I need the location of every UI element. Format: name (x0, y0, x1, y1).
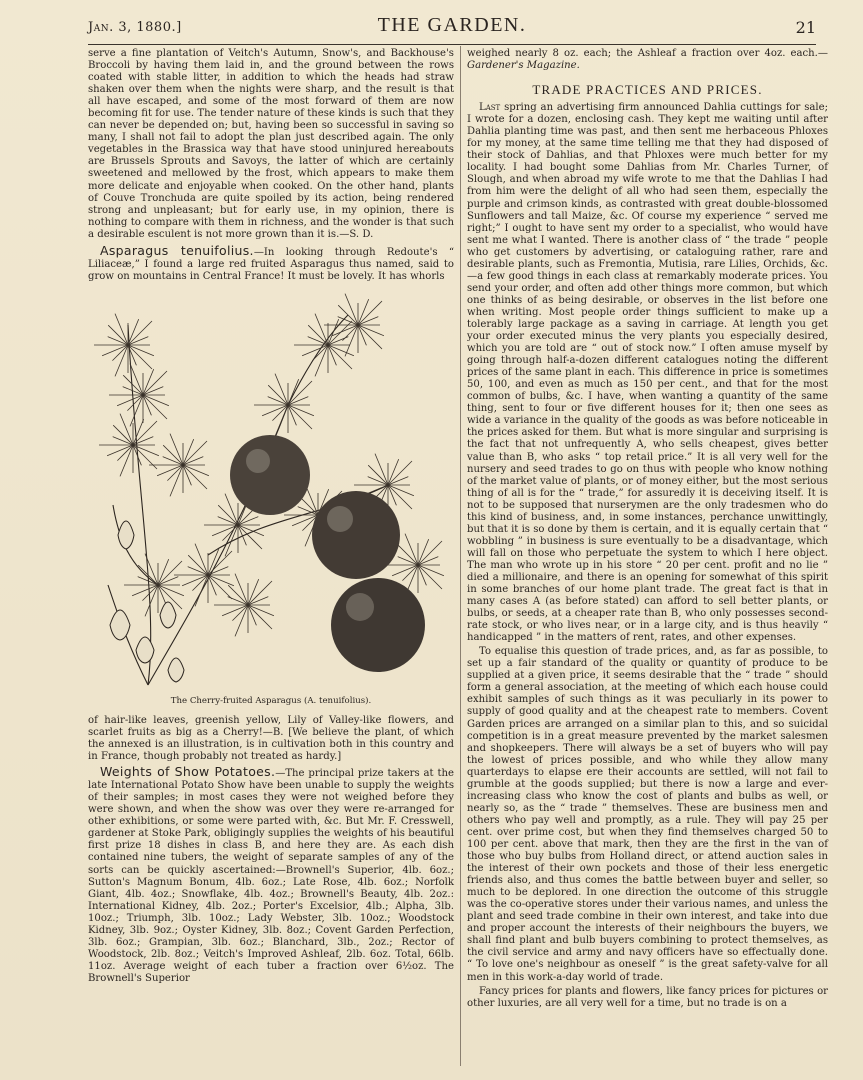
berry-group (230, 435, 425, 672)
asparagus-illustration (88, 285, 454, 697)
header-date: Jan. 3, 1880.] (88, 20, 182, 35)
paragraph-broccoli: serve a fine plantation of Veitch's Autumn, Snow's, and Backhouse's Broccoli by having them laid in, and the ground between the rows coated with stable litter, in addition to which the heads had straw shaken over them when the nights were sharp, and the result is that all have escaped, and some of the most forward of them are now becoming fit for use. The tender nature of these kinds is such that they can never be depended on; but, having been so successful in saving so many, I shall not fail to adopt the plan just described again. The only vegetables in the Brassica way that have stood uninjured hereabouts are Brussels Sprouts and Savoys, the latter of which are certainly sweetened and mellowed by the frost, which appears to make them more delicate and enjoyable when cooked. On the other hand, plants of Couve Tronchuda are quite spoiled by its action, being rendered strong and unpleasant; but for early use, in my opinion, there is nothing to compare with them in richness, and the wonder is that such a desirable esculent is not more grown than it is.—S. D. (88, 48, 454, 240)
header-title: THE GARDEN. (377, 14, 527, 36)
paragraph-trade-1 (467, 102, 828, 644)
paragraph-asparagus-cont: of hair-like leaves, greenish yellow, Lily of Valley-like flowers, and scarlet fruits as big as a Cherry!—B. [We believe the plant, of which the annexed is an illustration, is in cultivation both in this country and in France, though probably not treated as hardy.] (88, 714, 454, 763)
asparagus-heading: Asparagus tenuifolius. (100, 242, 254, 258)
page-header (88, 14, 816, 45)
paragraph-trade-2: To equalise this question of trade prices, and, as far as possible, to set up a fair standard of the quality or quantity of produce to be supplied at a given price, it seems desirable that the “ trade ” should form a general association, at the meeting of which each house could exhibit samples of such things as it was peculiarly in its power to supply of good quality and at the cheapest rate to members. Covent Garden prices are arranged on a similar plan to this, and so suicidal competition is in a great measure prevented by the market salesmen and shopkeepers. There will always be a set of buyers who will pay the lowest of prices possible, and who while they allow many quarterdays to elapse ere their accounts are settled, will not fail to grumble at the goods supplied; but there is now a large and ever-increasing class who know the cost of plants and bulbs as well, or nearly so, as the “ trade ” themselves. These are business men and others who pay well and promptly, as a rule. They will pay 25 per cent. over prime cost, but when they find themselves charged 50 to 100 per cent. above that mark, then they are the first in the van of those who buy bulbs from Holland direct, or attend auction sales in the interest of their own pockets and those of their less energetic friends also, and thus comes the battle between buyer and seller, so much to be deplored. In one direction the outcome of this struggle was the co-operative stores under their various names, and unless the plant and seed trade combine in their own interest, and take into due and proper account the interests of their neighbours the buyers, we shall find plant and bulb buyers combining to protect themselves, as the civil service and army and navy officers have so effectually done. “ To love one's neighbour as oneself ” is the great safety-valve for all men in this work-a-day world of trade. (467, 646, 828, 983)
paragraph-trade-3: Fancy prices for plants and flowers, like fancy prices for pictures or other luxuries, are all very well for a time, but no trade is on a (467, 985, 828, 1009)
continuation-text: weighed nearly 8 oz. each; the Ashleaf a fraction over 4oz. each.— (467, 48, 828, 59)
left-column (88, 48, 454, 985)
paragraph-continuation (467, 48, 828, 72)
trade-text-1: spring an advertising firm announced Dahlia cuttings for sale; I wrote for a dozen, enclosing cash. They kept me waiting until after Dahlia planting time was past, and then sent me herbaceous Phloxes for my money, at the same time telling me that they had disposed of their stock of Dahlias, and that Phloxes were much better for my locality. I had bought some Dahlias from Mr. Charles Turner, of Slough, and when abroad my wife wrote to me that the Dahlias I had from him were the delight of all who had seen them, especially the purple and crimson kinds, as contrasted with great double-blossomed Sunflowers and tall Maize, &c. Of course my experience “ served me right;” I ought to have sent my order to a specialist, who would have sent me what I wanted. There is another class of “ the trade ” people who get customers by advertising, or cataloguing rather, rare and desirable plants, such as Fremontia, Mutisia, rare Lilies, Orchids, &c.—a few good things in each class at remarkably moderate prices. You send your order, and often add other things more common, but which one thinks of as being desirable, or observes in the list before one when writing. Most people order things sufficient to make up a tolerably large package as a saving in carriage. At length you get your order executed minus the very plants you especially desired, which you are told are “ out of stock now.” I often amuse myself by going through half-a-dozen different catalogues noting the different prices of the same plant in each. This difference in price is sometimes 50, 100, and even as much as 150 per cent., and that for the most common of bulbs, &c. I have, when wanting a quantity of the same thing, sent to four or five different houses for it; then one sees as wide a variance in the quality of the goods as was before noticeable in the prices asked for them. But what is more singular and surprising is the fact that not unfrequently A, who sells cheapest, gives better value than B, who asks “ top retail price.” It is all very well for the nursery and seed trades to go on thus with people who know nothing of the market value of plants, or of money either, but the most serious thing of all is for the “ trade,” for assuredly it is deceiving itself. It is not to be supposed that nurserymen are the only tradesmen who do this kind of business, and, in some instances, perchance unwittingly, but that it is so done by them is certain, and it is equally certain that “ wobbling ” in business is sure eventually to be a disadvantage, which will fall on those who perpetuate the system to which I here object. The man who wrote up in his store “ 20 per cent. profit and no lie ” died a millionaire, and there is an opening for somewhat of this spirit in some branches of our home plant trade. The great fact is that in many cases A (as before stated) can afford to sell better plants, or bulbs, or seeds, at a cheaper rate than B, who only possesses second-rate stock, or who lives near, or in a large city, and is thus heavily “ handicapped ” in the matters of rent, rates, and other expenses. (467, 102, 828, 644)
page-number: 21 (795, 18, 816, 37)
potatoes-text: —The principal prize takers at the late International Potato Show have been unable to supply the weights of their samples; in most cases they were not weighed before they were shown, and when the show was over they were re-arranged for other exhibitions, or some were parted with, &c. But Mr. F. Cresswell, gardener at Stoke Park, obligingly supplies the weights of his beautiful first prize 18 dishes in class B, and here they are. As each dish contained nine tubers, the weight of separate samples of any of the sorts can be quickly ascertained:—Brownell's Superior, 4lb. 6oz.; Sutton's Magnum Bonum, 4lb. 6oz.; Late Rose, 4lb. 6oz.; Norfolk Giant, 4lb. 4oz.; Snowflake, 4lb. 4oz.; Brownell's Beauty, 4lb. 2oz.: International Kidney, 4lb. 2oz.; Porter's Excelsior, 4lb.; Alpha, 3lb. 10oz.; Triumph, 3lb. 10oz.; Lady Webster, 3lb. 10oz.; Woodstock Kidney, 3lb. 9oz.; Oyster Kidney, 3lb. 8oz.; Covent Garden Perfection, 3lb. 6oz.; Grampian, 3lb. 6oz.; Blanchard, 3lb., 2oz.; Rector of Woodstock, 2lb. 8oz.; Veitch's Improved Ashleaf, 2lb. 6oz. Total, 66lb. 11oz. Average weight of each tuber a fraction over 6½oz. The Brownell's Superior (88, 768, 454, 984)
column-divider (460, 46, 461, 1066)
paragraph-asparagus (88, 242, 454, 283)
section-title: TRADE PRACTICES AND PRICES. (532, 82, 763, 98)
right-column (467, 48, 828, 1010)
asparagus-text: —In looking through Redoute's “ Liliaceæ,” I found a large red fruited Asparagus thus named, said to grow on mountains in Central France! It must be lovely. It has whorls (88, 246, 454, 282)
lead-word: Last (479, 102, 501, 114)
paragraph-potatoes (88, 766, 454, 985)
figure-caption: The Cherry-fruited Asparagus (A. tenuifolius). (170, 695, 372, 706)
potatoes-heading: Weights of Show Potatoes. (100, 764, 276, 780)
source-credit: Gardener's Magazine. (467, 60, 580, 72)
